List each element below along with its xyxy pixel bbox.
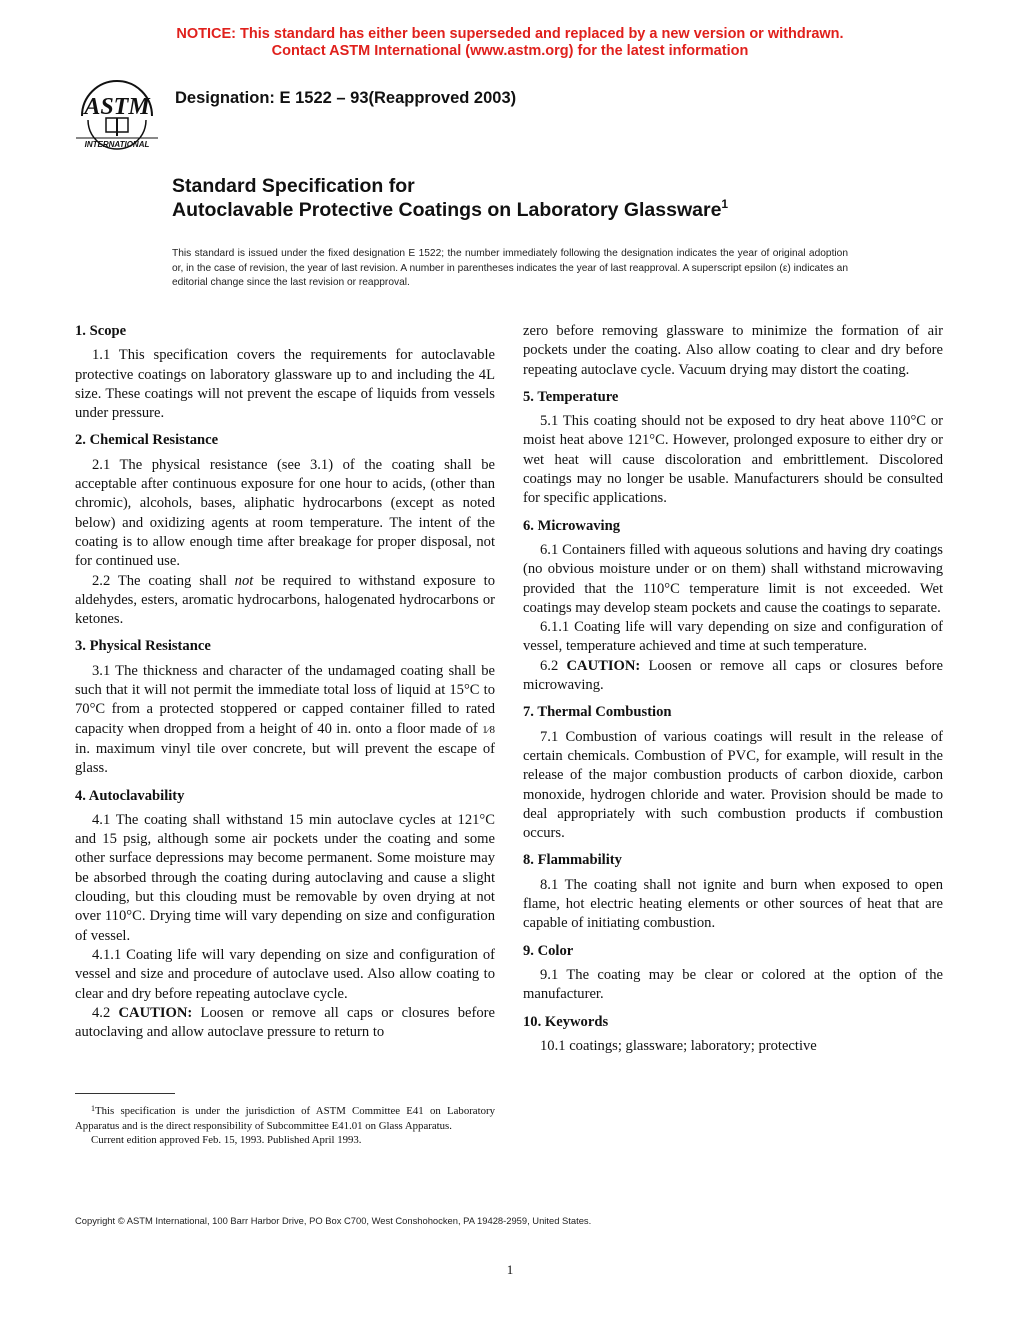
para-6-2-number: 6.2: [540, 657, 567, 674]
para-4-2-text: Loosen or remove all caps or closures before autoclaving and allow autoclave pressure to return to: [75, 1004, 495, 1041]
para-9-1: 9.1 The coating may be clear or colored at the option of the manufacturer.: [523, 966, 943, 1003]
para-4-2-continued: zero before removing glassware to minimize the formation of air pockets under the coating. Also allow coating to clear and dry before repeating autoclave cycle. Vacuum drying may distort the coating.: [523, 323, 943, 378]
document-title: [172, 174, 728, 222]
preamble: This standard is issued under the fixed designation E 1522; the number immediately following the designation indicates the year of original adoption or, in the case of revision, the year of last revision. A number in parentheses indicates the year of last reapproval. A superscript epsilon (ε) indicates an editorial change since the last revision or reapproval.: [172, 248, 848, 288]
footnote-mark: 1: [91, 1104, 95, 1113]
copyright: Copyright © ASTM International, 100 Barr Harbor Drive, PO Box C700, West Conshohocken, PA 19428-2959, United States.: [75, 1215, 592, 1226]
para-1-1: 1.1 This specification covers the requirements for autoclavable protective coatings on laboratory glassware up to and including the 4L size. These coatings will not prevent the escape of liquids from vessels under pressure.: [75, 347, 495, 422]
para-2-2-end: be required to withstand exposure to aldehydes, esters, aromatic hydrocarbons, halogenated hydrocarbons or ketones.: [75, 572, 496, 628]
para-4-1-1: 4.1.1 Coating life will vary depending on size and configuration of vessel and size and procedure of autoclave used. Also allow coating to clear and dry before repeating autoclave cycle.: [75, 946, 495, 1002]
para-4-2: [75, 1004, 495, 1043]
para-3-1: [75, 662, 495, 779]
para-4-2-number: 4.2: [92, 1004, 119, 1021]
para-7-1: 7.1 Combustion of various coatings will result in the release of certain chemicals. Combustion of PVC, for example, will result in the release of the major combustion products of carbon dioxide, carbon monoxide, hydrogen chloride and water. Provision should be made to deal appropriately with such combustion products if combustion occurs.: [523, 728, 943, 842]
title-line-1: Standard Specification for: [172, 175, 415, 197]
notice-line-1: NOTICE: This standard has either been superseded and replaced by a new version or withdrawn.: [176, 26, 844, 42]
para-5-1: 5.1 This coating should not be exposed to dry heat above 110°C or moist heat above 121°C. However, prolonged exposure to either dry or wet heat will cause discoloration and embrittlement. Discolored coatings may no longer be usable. Manufacturers should be consulted for specific applications.: [523, 413, 943, 507]
heading-flammability: 8. Flammability: [523, 852, 622, 869]
heading-scope: 1. Scope: [75, 323, 127, 339]
caution-label: CAUTION:: [566, 657, 641, 674]
designation: Designation: E 1522 – 93(Reapproved 2003): [175, 89, 517, 107]
heading-color: 9. Color: [523, 942, 574, 959]
para-6-1-1: 6.1.1 Coating life will vary depending on size and configuration of vessel, temperature achieved and time at such temperature.: [523, 619, 943, 655]
para-4-1: 4.1 The coating shall withstand 15 min autoclave cycles at 121°C and 15 psig, although some air pockets under the coating and some other surface depressions may become permanent. Some moisture may be absorbed through the coating during autoclaving and cause a slight clouding, but this clouding must be removable by oven drying at not over 110°C. Drying time will vary depending on size and configuration of vessel.: [75, 811, 495, 944]
footnote-1: [75, 1104, 495, 1133]
left-column: [75, 322, 495, 1042]
title-footnote-mark: 1: [721, 197, 729, 211]
withdrawal-notice: [0, 26, 1020, 60]
para-2-2-emphasis: not: [234, 572, 254, 589]
para-10-1: 10.1 coatings; glassware; laboratory; protective: [540, 1037, 817, 1054]
heading-microwaving: 6. Microwaving: [523, 517, 621, 534]
footnote-edition: Current edition approved Feb. 15, 1993. Published April 1993.: [91, 1134, 362, 1147]
para-6-2: [523, 657, 943, 696]
title-line-2: [172, 198, 728, 222]
para-8-1: 8.1 The coating shall not ignite and burn when exposed to open flame, hot electric heating elements or other sources of heat that are capable of initiating combustion.: [523, 876, 943, 932]
logo-text: ASTM: [84, 94, 150, 120]
para-2-2-start: 2.2 The coating shall: [92, 572, 235, 589]
para-3-1-start: 3.1 The thickness and character of the undamaged coating shall be such that it will not permit the immediate total loss of liquid at 15°C to 70°C from a protected stoppered or capped container filled to rated capacity when dropped from a height of 40 in. onto a floor made of: [75, 662, 495, 737]
notice-line-2: Contact ASTM International (www.astm.org) for the latest information: [271, 43, 749, 59]
astm-logo: [74, 76, 160, 152]
heading-keywords: 10. Keywords: [523, 1013, 609, 1030]
heading-thermal-combustion: 7. Thermal Combustion: [523, 704, 672, 721]
para-2-2: [75, 572, 495, 630]
heading-autoclavability: 4. Autoclavability: [75, 787, 185, 804]
footnote-text: This specification is under the jurisdiction of ASTM Committee E41 on Laboratory Apparatus and is the direct responsibility of Subcommittee E41.01 on Glass Apparatus.: [75, 1105, 495, 1132]
para-6-2-text: Loosen or remove all caps or closures before microwaving.: [523, 657, 943, 694]
footnote: [75, 1104, 495, 1148]
heading-physical-resistance: 3. Physical Resistance: [75, 638, 211, 655]
logo-subtext: INTERNATIONAL: [84, 140, 150, 149]
right-column: [523, 322, 943, 1056]
para-3-1-end: in. maximum vinyl tile over concrete, but will prevent the escape of glass.: [75, 740, 495, 777]
caution-label: CAUTION:: [118, 1004, 193, 1021]
heading-temperature: 5. Temperature: [523, 388, 619, 405]
para-6-1: 6.1 Containers filled with aqueous solutions and having dry coatings (no obvious moisture under or on them) shall withstand microwaving provided that the 110°C temperature limit is not exceeded. Wet coatings may develop steam pockets and cause the coatings to separate.: [523, 541, 943, 616]
footnote-divider: [75, 1093, 175, 1094]
heading-chemical-resistance: 2. Chemical Resistance: [75, 432, 219, 449]
fraction-one-eighth: 1⁄8: [482, 723, 495, 736]
page-number: 1: [506, 1262, 514, 1277]
title-line-2-text: Autoclavable Protective Coatings on Laboratory Glassware: [172, 199, 722, 221]
para-2-1: 2.1 The physical resistance (see 3.1) of the coating shall be acceptable after continuous exposure for one hour to acids, (other than chromic), alcohols, bases, aliphatic hydrocarbons (except as noted below) and oxidizing agents at room temperature. The intent of the coating is to allow enough time after breakage for proper disposal, not for continued use.: [75, 456, 495, 570]
